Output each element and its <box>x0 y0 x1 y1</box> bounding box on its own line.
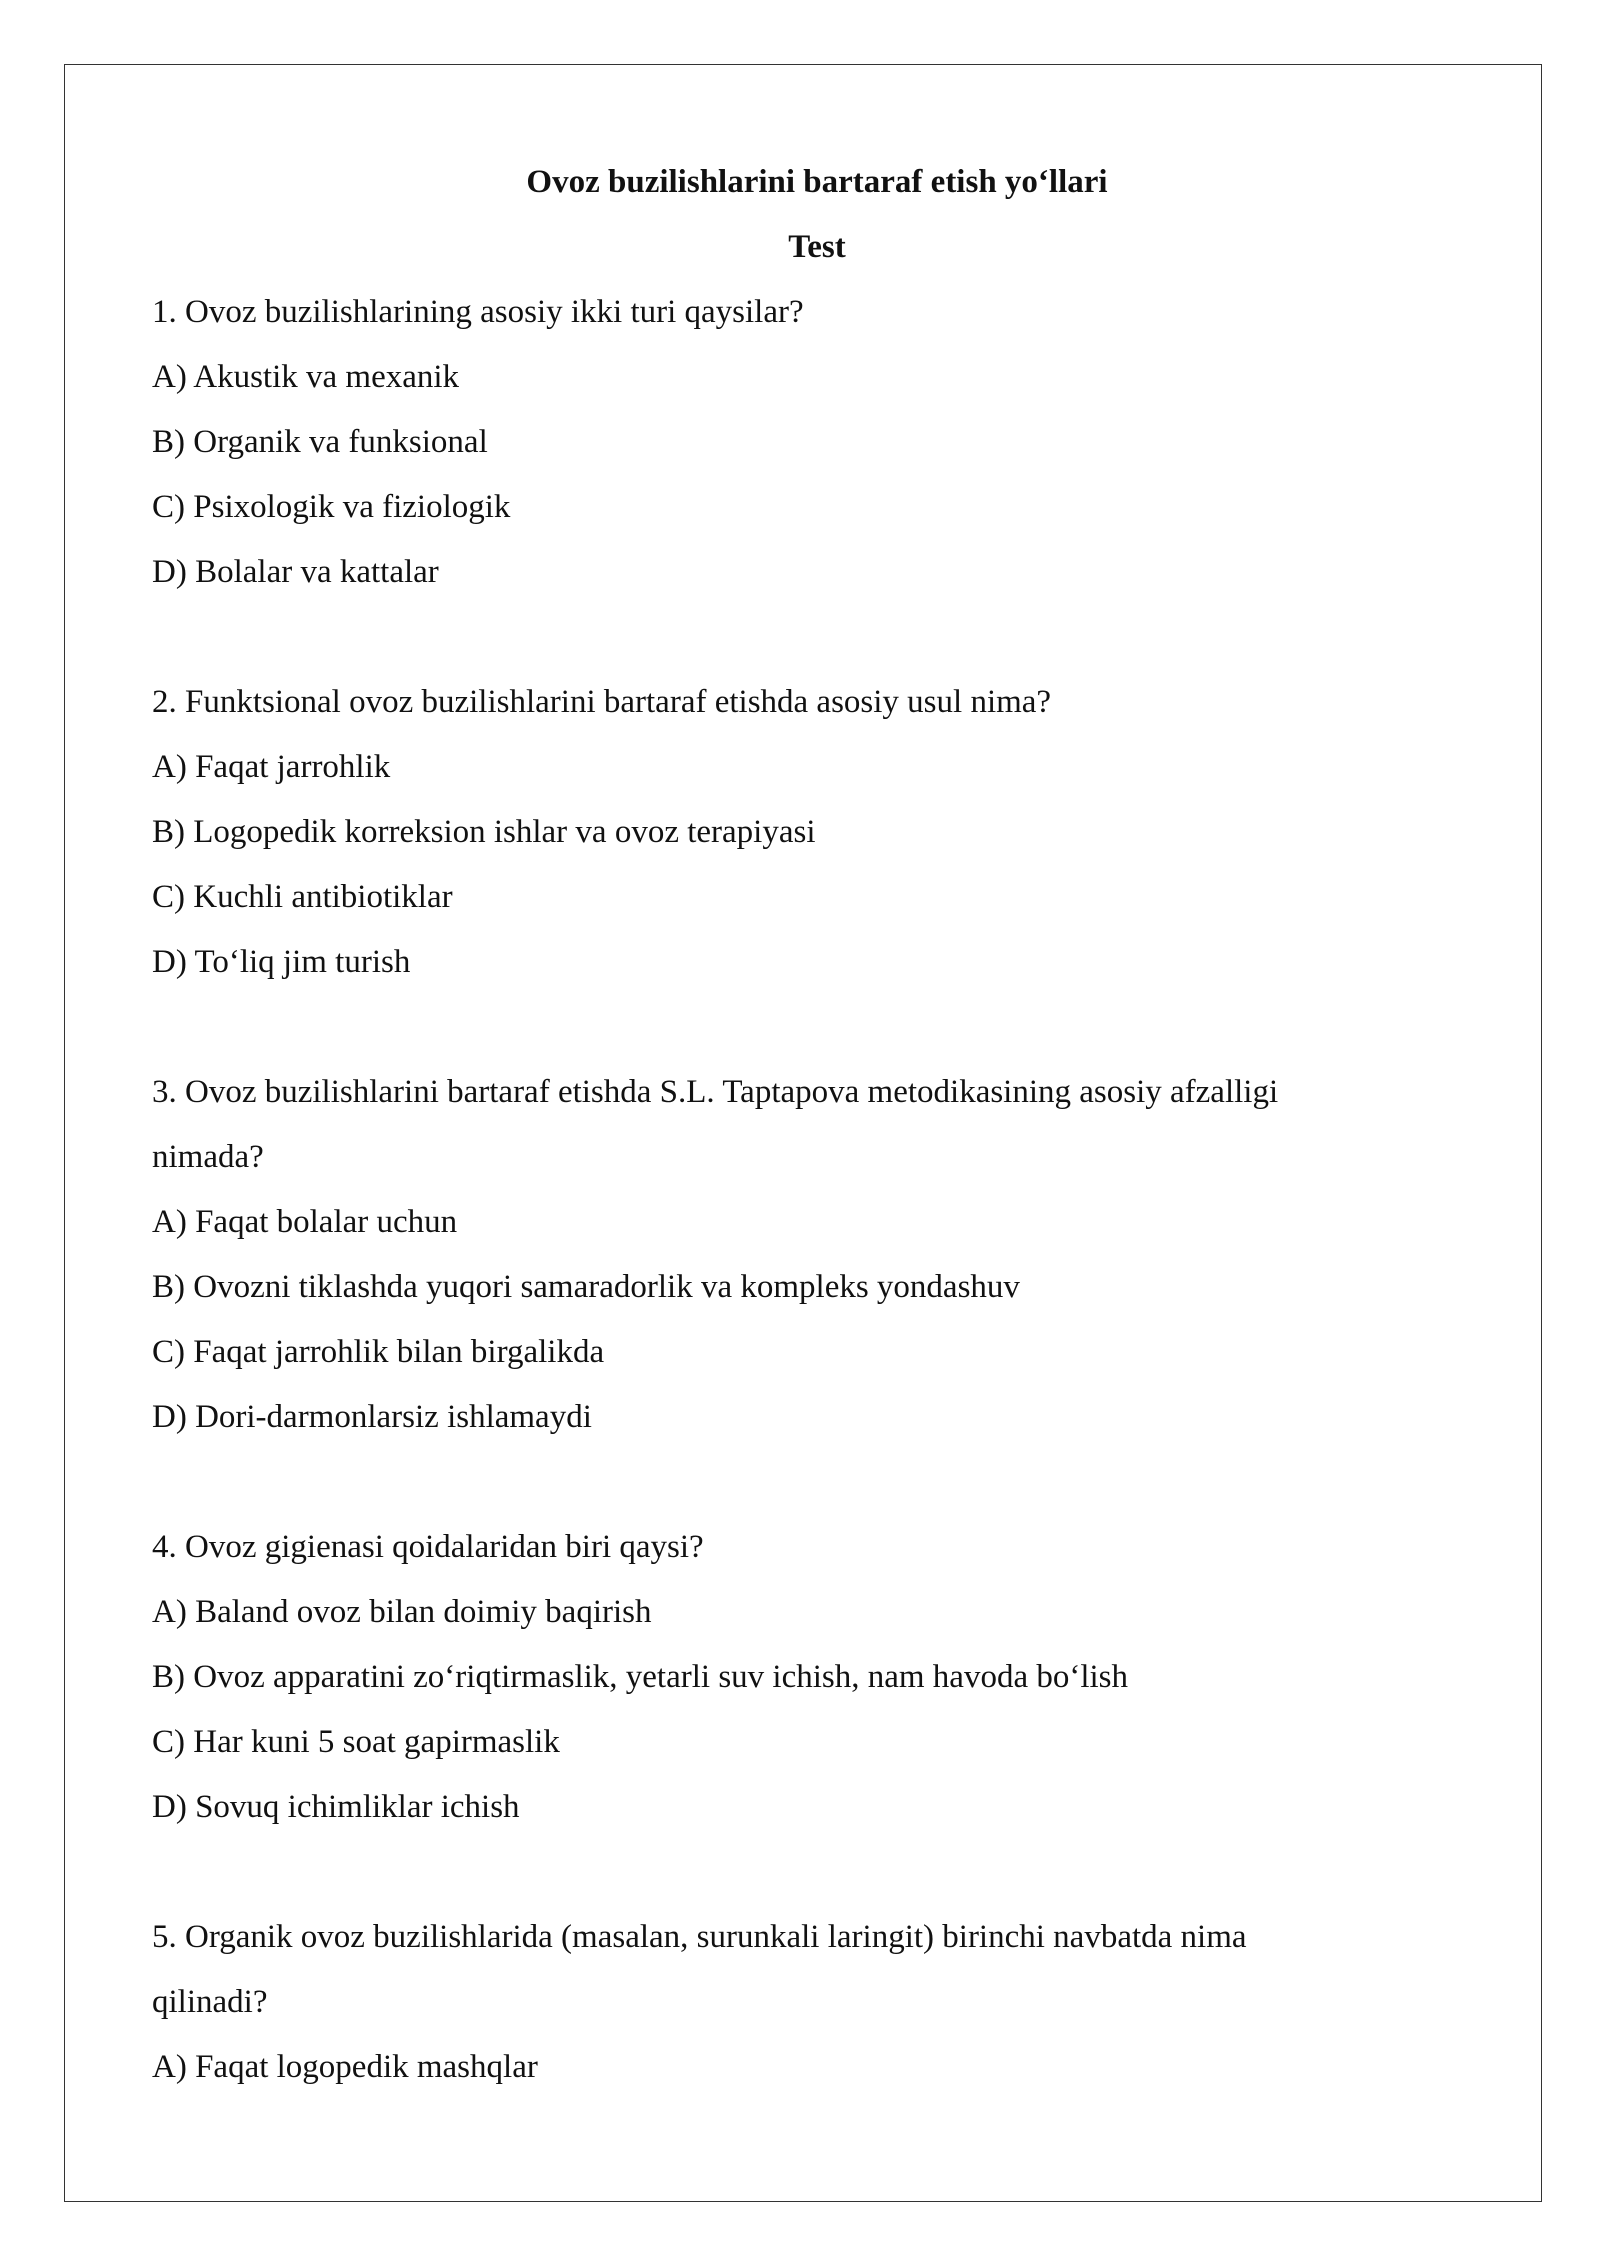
question-text: 3. Ovoz buzilishlarini bartaraf etishda S.L. Taptapova metodikasining asosiy afzalligi <box>152 1074 1279 1110</box>
answer-option-a: A) Akustik va mexanik <box>152 359 460 395</box>
question-text: 2. Funktsional ovoz buzilishlarini bartaraf etishda asosiy usul nima? <box>152 684 1052 720</box>
answer-option-a: A) Baland ovoz bilan doimiy baqirish <box>152 1594 652 1630</box>
answer-option-a: A) Faqat bolalar uchun <box>152 1204 458 1240</box>
document-body <box>152 150 1482 2100</box>
document-title: Ovoz buzilishlarini bartaraf etish yo‘llari <box>526 164 1108 200</box>
question-2 <box>152 670 1482 995</box>
answer-option-c: C) Har kuni 5 soat gapirmaslik <box>152 1724 560 1760</box>
answer-option-c: C) Psixologik va fiziologik <box>152 489 511 525</box>
blank-line <box>152 1450 1482 1515</box>
question-1 <box>152 280 1482 605</box>
answer-option-b: B) Ovoz apparatini zo‘riqtirmaslik, yetarli suv ichish, nam havoda bo‘lish <box>152 1659 1129 1695</box>
answer-option-a: A) Faqat logopedik mashqlar <box>152 2049 538 2085</box>
answer-option-b: B) Ovozni tiklashda yuqori samaradorlik va kompleks yondashuv <box>152 1269 1020 1305</box>
answer-option-d: D) Bolalar va kattalar <box>152 554 439 590</box>
document-subtitle: Test <box>788 229 846 265</box>
answer-option-b: B) Organik va funksional <box>152 424 488 460</box>
blank-line <box>152 605 1482 670</box>
question-text-continuation: qilinadi? <box>152 1984 268 2020</box>
question-text: 4. Ovoz gigienasi qoidalaridan biri qaysi? <box>152 1529 704 1565</box>
question-text: 5. Organik ovoz buzilishlarida (masalan, surunkali laringit) birinchi navbatda nima <box>152 1919 1247 1955</box>
answer-option-a: A) Faqat jarrohlik <box>152 749 391 785</box>
answer-option-d: D) Sovuq ichimliklar ichish <box>152 1789 520 1825</box>
question-text: 1. Ovoz buzilishlarining asosiy ikki turi qaysilar? <box>152 294 804 330</box>
answer-option-c: C) Faqat jarrohlik bilan birgalikda <box>152 1334 605 1370</box>
question-5 <box>152 1905 1482 2100</box>
question-3 <box>152 1060 1482 1450</box>
answer-option-d: D) To‘liq jim turish <box>152 944 411 980</box>
answer-option-c: C) Kuchli antibiotiklar <box>152 879 453 915</box>
question-text-continuation: nimada? <box>152 1139 264 1175</box>
blank-line <box>152 1840 1482 1905</box>
answer-option-b: B) Logopedik korreksion ishlar va ovoz terapiyasi <box>152 814 816 850</box>
answer-option-d: D) Dori-darmonlarsiz ishlamaydi <box>152 1399 592 1435</box>
blank-line <box>152 995 1482 1060</box>
question-4 <box>152 1515 1482 1840</box>
